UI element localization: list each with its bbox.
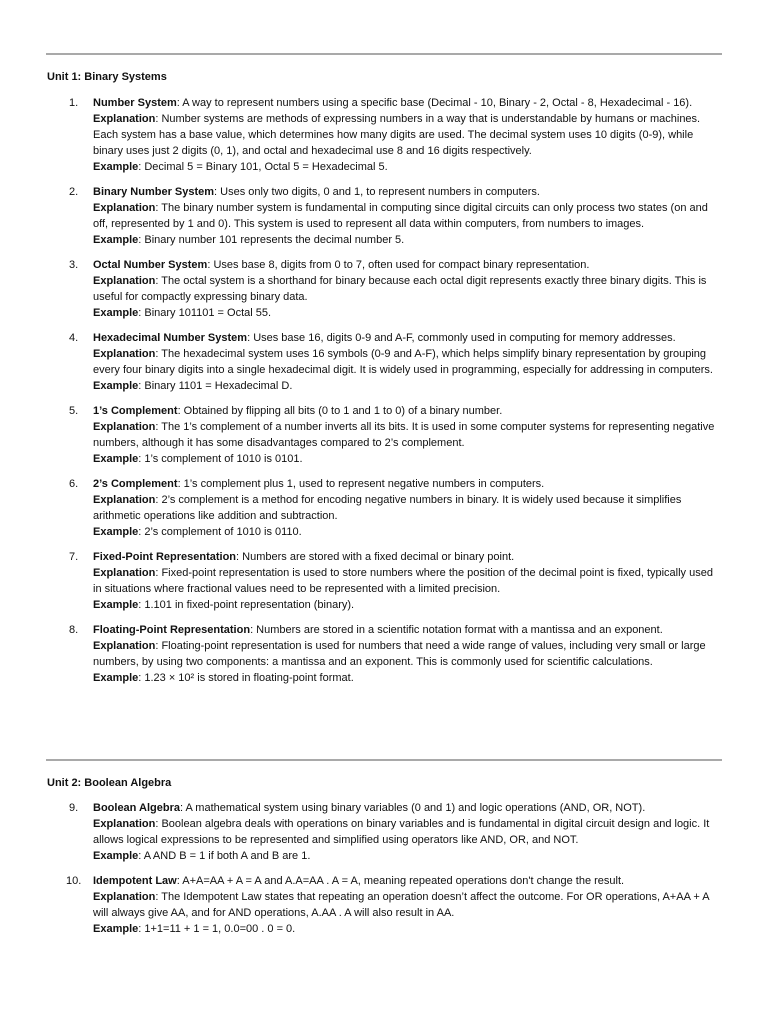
example: : Binary 1101 = Hexadecimal D. (138, 380, 293, 392)
definition: : Numbers are stored in a scientific notation format with a mantissa and an exponent. (250, 624, 663, 636)
term: 1’s Complement (93, 405, 178, 417)
explanation: : The 1’s complement of a number inverts all its bits. It is used in some computer systems for representing negative numbers, although it has some disadvantages compared to 2’s complement. (93, 421, 715, 449)
example-line (93, 451, 723, 467)
example-line (93, 232, 723, 248)
example-line (93, 524, 723, 540)
unit-1-title: Unit 1: Binary Systems (47, 71, 167, 83)
example-label: Example (93, 380, 139, 392)
list-item (0, 330, 768, 394)
explanation: : The binary number system is fundamental in computing since digital circuits can only process two states (on and off, represented by 1 and 0). This system is used to represent all data within computers, from numbers to images. (93, 202, 708, 230)
example: : Binary number 101 represents the decimal number 5. (138, 234, 405, 246)
unit-2-list (0, 800, 768, 946)
item-number: 4. (69, 332, 79, 344)
explanation: : The hexadecimal system uses 16 symbols (0-9 and A-F), which helps simplify binary representation by grouping every four binary digits into a single hexadecimal digit. It is widely used in programming, especially for addressing in computers. (93, 348, 713, 376)
item-number: 8. (69, 624, 79, 636)
item-number: 7. (69, 551, 79, 563)
explanation: : 2’s complement is a method for encoding negative numbers in binary. It is widely used because it simplifies arithmetic operations like addition and subtraction. (93, 494, 682, 522)
definition: : Uses only two digits, 0 and 1, to represent numbers in computers. (214, 186, 540, 198)
explanation-label: Explanation (93, 202, 156, 214)
explanation-line (93, 492, 723, 524)
example-label: Example (93, 923, 139, 935)
list-item (0, 476, 768, 540)
example-line (93, 159, 723, 175)
list-item (0, 184, 768, 248)
term: Fixed-Point Representation (93, 551, 237, 563)
term: Floating-Point Representation (93, 624, 251, 636)
definition: : Numbers are stored with a fixed decimal or binary point. (236, 551, 515, 563)
definition: : A mathematical system using binary variables (0 and 1) and logic operations (AND, OR, NOT). (180, 802, 646, 814)
explanation-line (93, 638, 723, 670)
list-item (0, 257, 768, 321)
example-line (93, 670, 723, 686)
explanation-line (93, 200, 723, 232)
item-number: 6. (69, 478, 79, 490)
definition: : Obtained by flipping all bits (0 to 1 and 1 to 0) of a binary number. (177, 405, 503, 417)
explanation-label: Explanation (93, 891, 156, 903)
list-item (0, 873, 768, 937)
explanation: : Fixed-point representation is used to store numbers where the position of the decimal point is fixed, typically used in situations where fractional values need to be represented with a limited precision. (93, 567, 713, 595)
example-label: Example (93, 526, 139, 538)
definition: : 1’s complement plus 1, used to represent negative numbers in computers. (177, 478, 545, 490)
item-number: 5. (69, 405, 79, 417)
explanation-line (93, 816, 723, 848)
example: : Decimal 5 = Binary 101, Octal 5 = Hexadecimal 5. (138, 161, 388, 173)
item-number: 1. (69, 97, 79, 109)
explanation-label: Explanation (93, 348, 156, 360)
example: : 1.101 in fixed-point representation (binary). (138, 599, 355, 611)
explanation-label: Explanation (93, 113, 156, 125)
example-line (93, 305, 723, 321)
explanation-line (93, 565, 723, 597)
example-label: Example (93, 234, 139, 246)
term: Hexadecimal Number System (93, 332, 248, 344)
term: 2’s Complement (93, 478, 178, 490)
definition-line (93, 95, 723, 111)
example-line (93, 597, 723, 613)
unit-2-title: Unit 2: Boolean Algebra (47, 777, 172, 789)
definition-line (93, 622, 723, 638)
example-label: Example (93, 161, 139, 173)
list-item (0, 403, 768, 467)
explanation-line (93, 419, 723, 451)
explanation-line (93, 346, 723, 378)
definition-line (93, 403, 723, 419)
example-label: Example (93, 672, 139, 684)
explanation-label: Explanation (93, 818, 156, 830)
section-divider (46, 759, 722, 761)
unit-1-list (0, 95, 768, 695)
explanation-line (93, 273, 723, 305)
definition-line (93, 873, 723, 889)
explanation: : Number systems are methods of expressing numbers in a way that is understandable by humans or machines. Each system has a base value, which determines how many digits are used. The decimal system uses 10 digits (0-9), while binary uses just 2 digits (0, 1), and octal and hexadecimal use 8 and 16 digits respectively. (93, 113, 701, 157)
explanation-line (93, 111, 723, 159)
example: : Binary 101101 = Octal 55. (138, 307, 272, 319)
explanation: : The Idempotent Law states that repeating an operation doesn’t affect the outcome. For OR operations, A+AA + A will always give AA, and for AND operations, A.AA . A will also result in AA. (93, 891, 709, 919)
term: Idempotent Law (93, 875, 177, 887)
example-label: Example (93, 453, 139, 465)
list-item (0, 800, 768, 864)
example: : 1+1=11 + 1 = 1, 0.0=00 . 0 = 0. (138, 923, 296, 935)
explanation-label: Explanation (93, 494, 156, 506)
list-item (0, 95, 768, 175)
example: : A AND B = 1 if both A and B are 1. (138, 850, 311, 862)
example: : 1.23 × 10² is stored in floating-point format. (138, 672, 354, 684)
definition-line (93, 257, 723, 273)
definition: : Uses base 8, digits from 0 to 7, often used for compact binary representation. (207, 259, 590, 271)
explanation-label: Explanation (93, 275, 156, 287)
top-divider (46, 53, 722, 55)
explanation: : Boolean algebra deals with operations on binary variables and is fundamental in digital circuit design and logic. It allows logical expressions to be represented and simplified using operators like AND, OR, and NOT. (93, 818, 710, 846)
definition-line (93, 800, 723, 816)
definition: : A+A=AA + A = A and A.A=AA . A = A, meaning repeated operations don't change the result. (176, 875, 625, 887)
definition-line (93, 549, 723, 565)
list-item (0, 549, 768, 613)
explanation-label: Explanation (93, 421, 156, 433)
definition: : Uses base 16, digits 0-9 and A-F, commonly used in computing for memory addresses. (247, 332, 676, 344)
explanation: : Floating-point representation is used for numbers that need a wide range of values, including very small or large numbers, by using two components: a mantissa and an exponent. This is commonly used for scientific calculations. (93, 640, 706, 668)
example: : 1’s complement of 1010 is 0101. (138, 453, 303, 465)
example-label: Example (93, 599, 139, 611)
example-line (93, 848, 723, 864)
term: Octal Number System (93, 259, 208, 271)
example-line (93, 378, 723, 394)
term: Binary Number System (93, 186, 215, 198)
explanation: : The octal system is a shorthand for binary because each octal digit represents exactly three binary digits. This is useful for compactly expressing binary data. (93, 275, 707, 303)
explanation-label: Explanation (93, 640, 156, 652)
definition-line (93, 330, 723, 346)
term: Number System (93, 97, 177, 109)
example-label: Example (93, 850, 139, 862)
list-item (0, 622, 768, 686)
example: : 2’s complement of 1010 is 0110. (138, 526, 302, 538)
example-label: Example (93, 307, 139, 319)
explanation-label: Explanation (93, 567, 156, 579)
definition-line (93, 476, 723, 492)
definition: : A way to represent numbers using a specific base (Decimal - 10, Binary - 2, Octal - 8, Hexadecimal - 16). (176, 97, 693, 109)
explanation-line (93, 889, 723, 921)
item-number: 3. (69, 259, 79, 271)
definition-line (93, 184, 723, 200)
item-number: 2. (69, 186, 79, 198)
example-line (93, 921, 723, 937)
term: Boolean Algebra (93, 802, 180, 814)
item-number: 9. (69, 802, 79, 814)
item-number: 10. (66, 875, 82, 887)
